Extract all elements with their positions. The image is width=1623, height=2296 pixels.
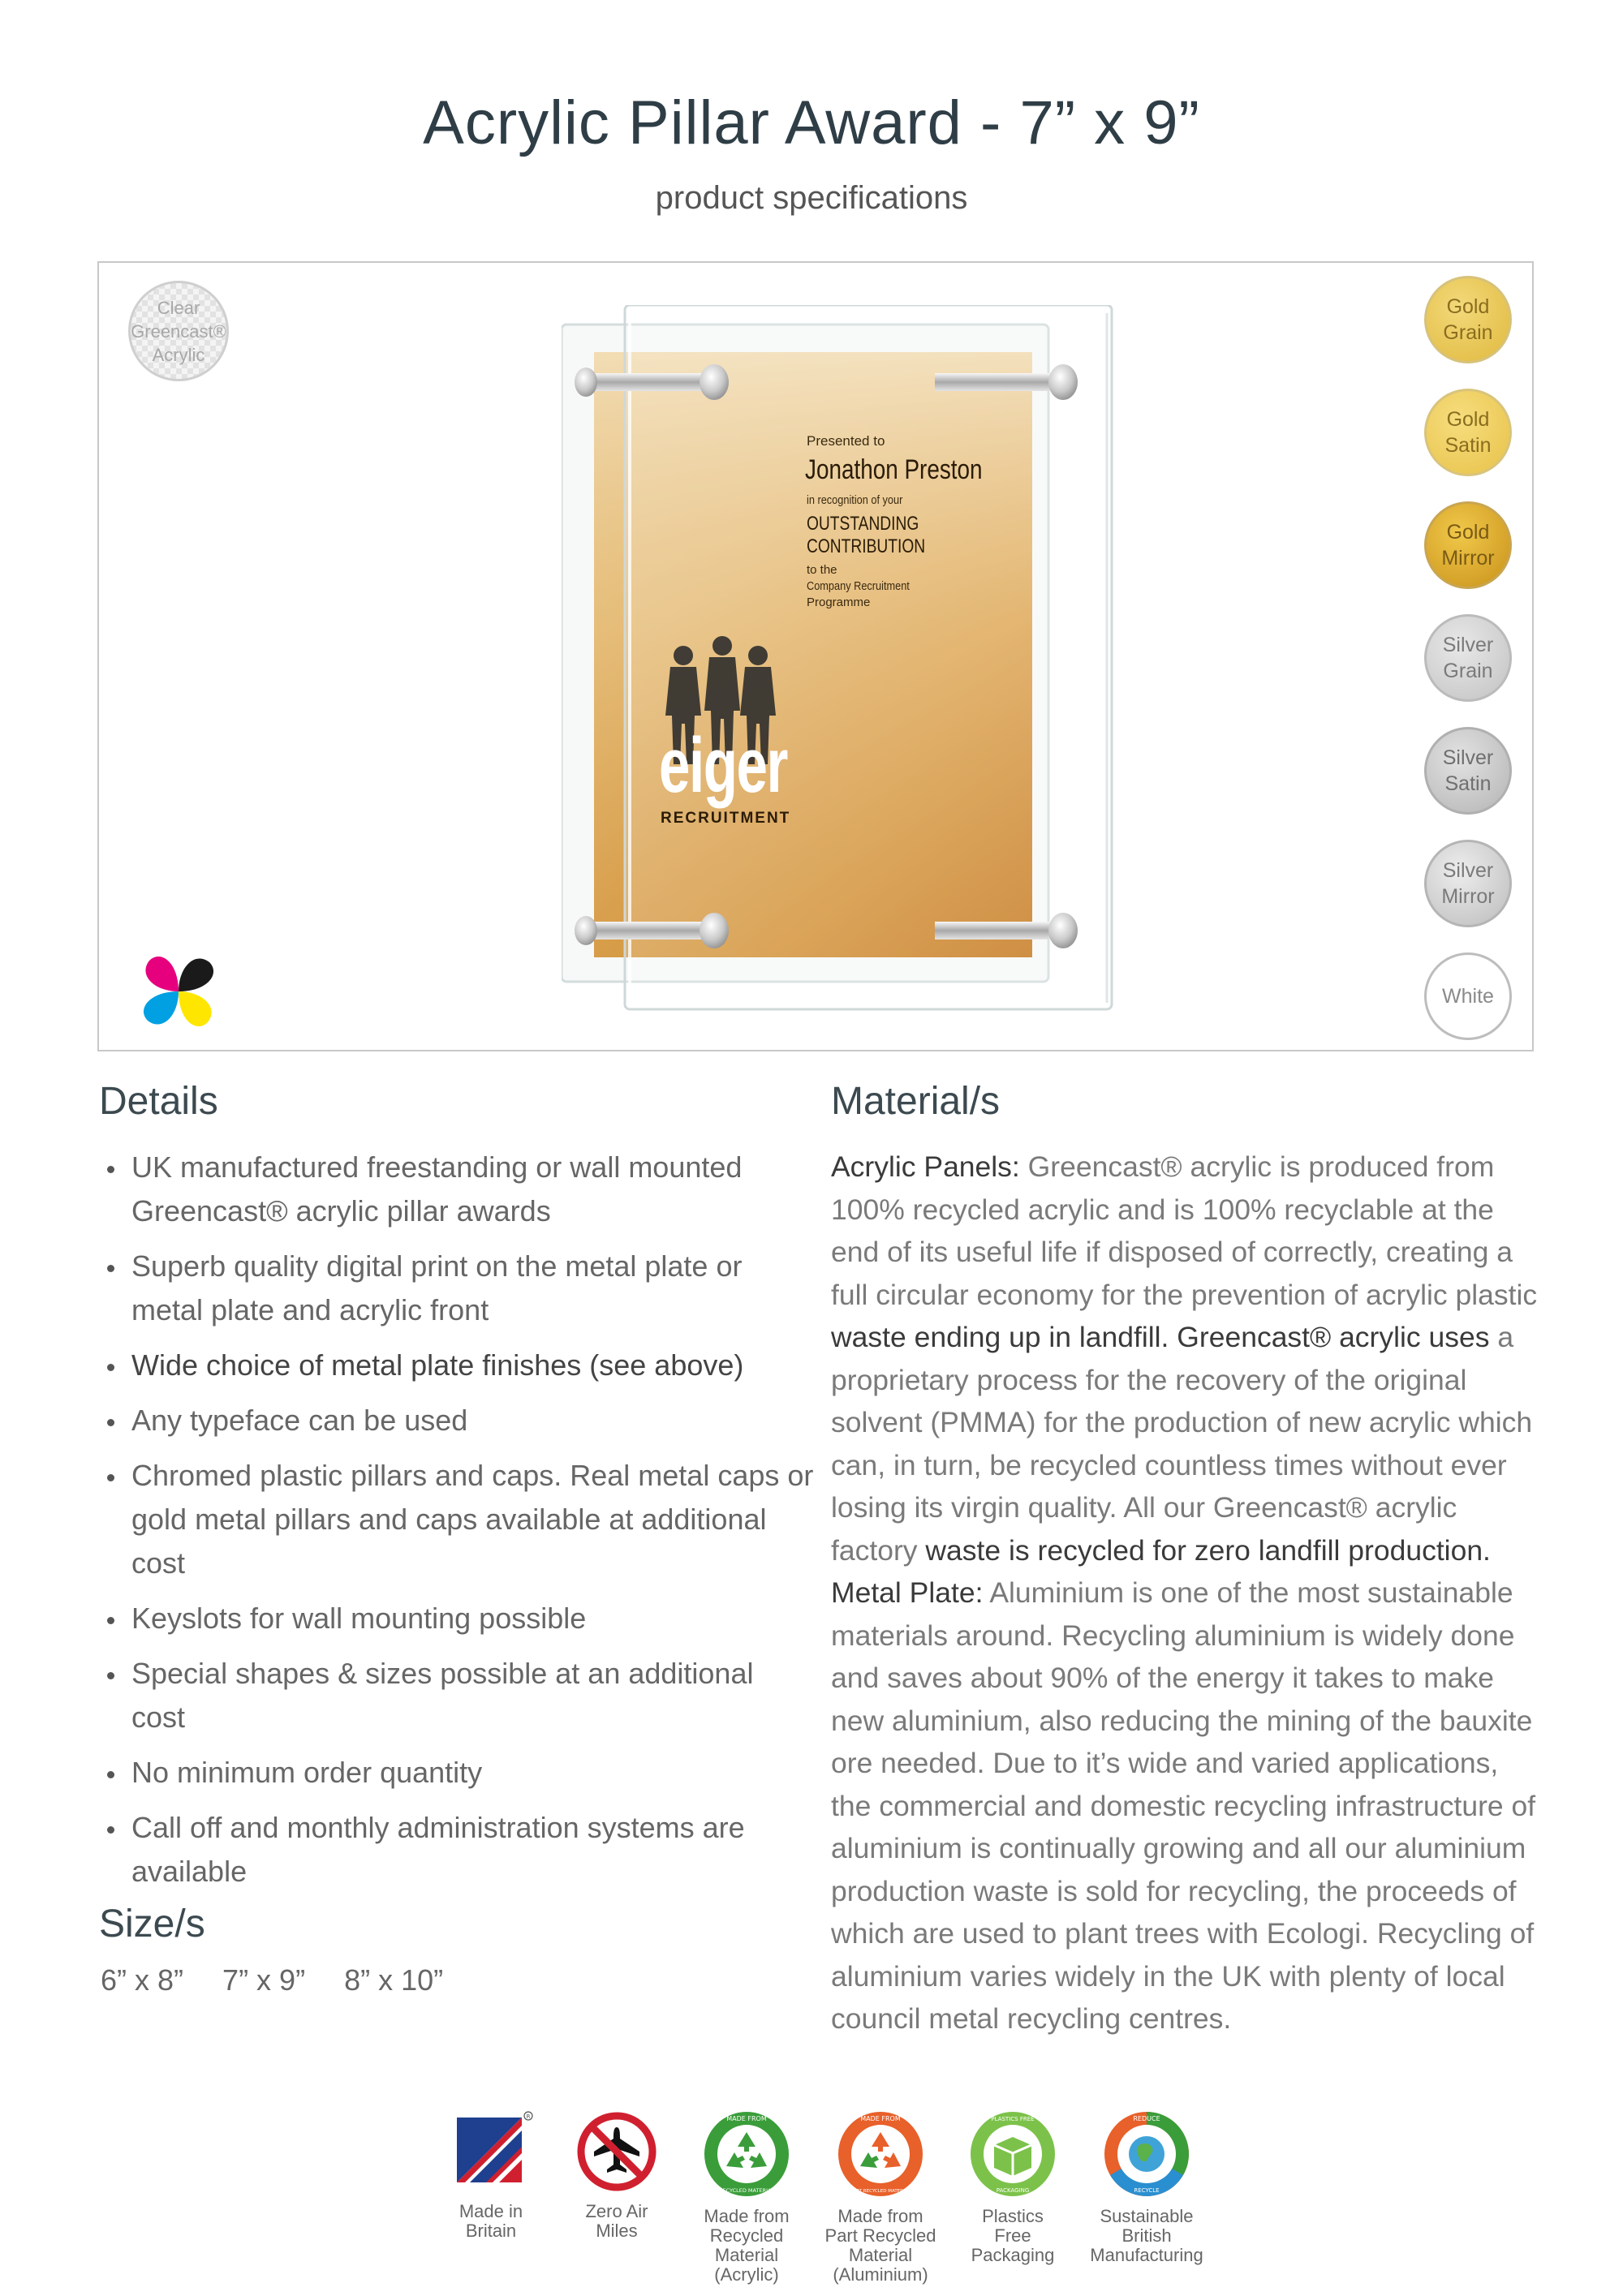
swatch-white: White bbox=[1424, 952, 1512, 1040]
award-recipient-name: Jonathon Preston bbox=[805, 454, 983, 485]
award-company-line: Company Recruitment bbox=[807, 579, 910, 593]
reduce-reuse-recycle-icon bbox=[1102, 2109, 1191, 2199]
details-list bbox=[101, 1146, 815, 1905]
size-option: 8” x 10” bbox=[344, 1963, 444, 1997]
badge-sustainable-british-manufacturing: REDUCE RECYCLE Sustainable British Manufacturing bbox=[1086, 2109, 1208, 2265]
size-option: 7” x 9” bbox=[222, 1963, 306, 1997]
page-title: Acrylic Pillar Award - 7” x 9” bbox=[423, 88, 1200, 157]
award-headline-1: OUTSTANDING bbox=[807, 513, 919, 535]
list-item: Superb quality digital print on the metal plate or metal plate and acrylic front bbox=[101, 1245, 815, 1332]
part-recycled-aluminium-icon bbox=[836, 2109, 925, 2199]
union-flag-icon bbox=[449, 2109, 533, 2194]
badge-part-recycled-aluminium: MADE FROM PART RECYCLED MATERIAL Made from Part Recycled Material (Aluminium) bbox=[820, 2109, 941, 2285]
list-item: Keyslots for wall mounting possible bbox=[101, 1597, 815, 1640]
cmyk-print-icon bbox=[138, 951, 219, 1032]
metal-plate-label: Metal Plate: bbox=[831, 1576, 984, 1609]
swatch-silver-grain: Silver Grain bbox=[1424, 614, 1512, 702]
award-product-image bbox=[562, 305, 1178, 1060]
award-presented-to: Presented to bbox=[807, 433, 885, 449]
list-item: Call off and monthly administration systems are available bbox=[101, 1806, 815, 1894]
badge-zero-air-miles: Zero Air Miles bbox=[556, 2109, 678, 2241]
award-programme-line: Programme bbox=[807, 595, 871, 609]
swatch-clear-acrylic: Clear Greencast® Acrylic bbox=[128, 281, 229, 381]
swatch-gold-mirror: Gold Mirror bbox=[1424, 501, 1512, 589]
svg-text:MADE FROM: MADE FROM bbox=[860, 2115, 901, 2122]
award-recognition-line: in recognition of your bbox=[807, 493, 903, 507]
size-option: 6” x 8” bbox=[101, 1963, 184, 1997]
acrylic-panels-label: Acrylic Panels: bbox=[831, 1150, 1020, 1183]
badge-recycled-acrylic: MADE FROM RECYCLED MATERIAL Made from Recycled Material (Acrylic) bbox=[686, 2109, 807, 2285]
material-heading: Material/s bbox=[831, 1080, 1001, 1123]
award-headline-2: CONTRIBUTION bbox=[807, 535, 926, 557]
list-item: Wide choice of metal plate finishes (see above) bbox=[101, 1344, 815, 1387]
svg-text:PLASTICS FREE: PLASTICS FREE bbox=[991, 2116, 1035, 2122]
award-to-the: to the bbox=[807, 563, 837, 577]
plastics-free-packaging-icon bbox=[968, 2109, 1057, 2199]
award-logo-word: eiger bbox=[659, 722, 788, 809]
svg-text:RECYCLE: RECYCLE bbox=[1134, 2187, 1160, 2194]
product-image-frame bbox=[97, 261, 1534, 1051]
list-item: Chromed plastic pillars and caps. Real metal caps or gold metal pillars and caps available at additional cost bbox=[101, 1454, 815, 1585]
sizes-list bbox=[101, 1963, 474, 1997]
award-logo-subtitle: RECRUITMENT bbox=[661, 810, 791, 827]
swatch-silver-satin: Silver Satin bbox=[1424, 727, 1512, 815]
sizes-heading: Size/s bbox=[99, 1903, 205, 1946]
details-heading: Details bbox=[99, 1080, 218, 1123]
swatch-gold-satin: Gold Satin bbox=[1424, 389, 1512, 476]
sustainability-badges bbox=[422, 2109, 1233, 2296]
svg-text:PACKAGING: PACKAGING bbox=[996, 2187, 1030, 2194]
material-description: Acrylic Panels: Greencast® acrylic is produced from 100% recycled acrylic and is 100% recyclable at the end of its useful life if disposed of correctly, creating a full circular economy for the prevention of acrylic plastic waste ending up in landfill. Greencast® acrylic uses a proprietary process for the recovery of the original solvent (PMMA) for the production of new acrylic which can, in turn, be recycled countless times without ever losing its virgin quality. All our Greencast® acrylic factory waste is recycled for zero landfill production. Metal Plate: Aluminium is one of the most sustainable materials around. Recycling aluminium is widely done and saves about 90% of the energy it takes to make new aluminium, also reducing the mining of the bauxite ore needed. Due to it’s wide and varied applications, the commercial and domestic recycling infrastructure of aluminium is continually growing and all our aluminium production waste is sold for recycling, the proceeds of which are used to plant trees with Ecologi. Recycling of aluminium varies widely in the UK with plenty of local council metal recycling centres. bbox=[831, 1150, 1538, 2035]
list-item: Special shapes & sizes possible at an additional cost bbox=[101, 1652, 815, 1739]
badge-plastics-free-packaging: PLASTICS FREE PACKAGING Plastics Free Packaging bbox=[952, 2109, 1074, 2265]
list-item: Any typeface can be used bbox=[101, 1399, 815, 1443]
list-item: No minimum order quantity bbox=[101, 1751, 815, 1795]
swatch-gold-grain: Gold Grain bbox=[1424, 276, 1512, 363]
svg-text:PART RECYCLED MATERIAL: PART RECYCLED MATERIAL bbox=[850, 2189, 911, 2194]
list-item: UK manufactured freestanding or wall mounted Greencast® acrylic pillar awards bbox=[101, 1146, 815, 1233]
svg-text:MADE FROM: MADE FROM bbox=[726, 2115, 767, 2122]
badge-made-in-britain: R Made in Britain bbox=[430, 2109, 552, 2241]
page-subtitle: product specifications bbox=[655, 180, 968, 216]
zero-air-miles-icon bbox=[575, 2109, 659, 2194]
svg-text:REDUCE: REDUCE bbox=[1133, 2115, 1160, 2122]
svg-text:R: R bbox=[526, 2113, 531, 2120]
recycled-acrylic-icon bbox=[702, 2109, 791, 2199]
svg-text:RECYCLED MATERIAL: RECYCLED MATERIAL bbox=[718, 2187, 775, 2194]
swatch-silver-mirror: Silver Mirror bbox=[1424, 840, 1512, 927]
